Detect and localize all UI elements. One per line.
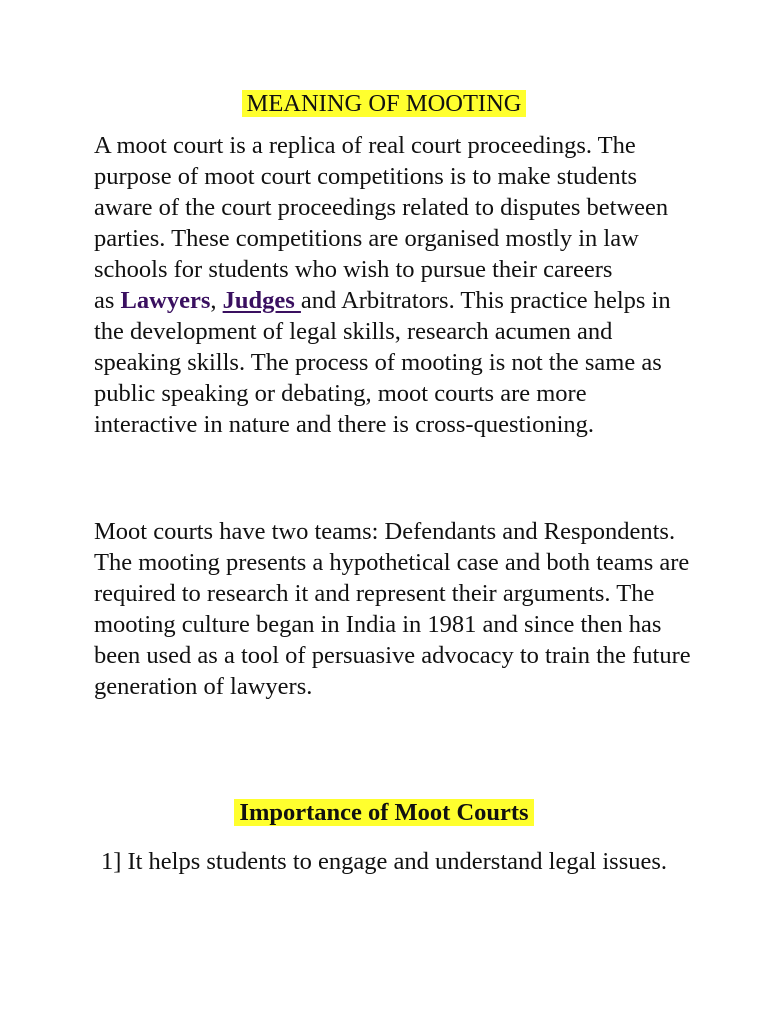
teams-paragraph: Moot courts have two teams: Defendants and Respondents. The mooting presents a hypothetical case and both teams are required to research it and represent their arguments. The mooting culture began in India in 1981 and since then has been used as a tool of persuasive advocacy to train the future generation of lawyers. [94,518,691,700]
list-item: 1] It helps students to engage and understand legal issues. [100,848,668,875]
judges-link[interactable]: Judges [222,287,301,314]
intro-text: A moot court is a replica of real court proceedings. The purpose of moot court competitions is to make students aware of the court proceedings related to disputes between parties. These competitions are organised mostly in law schools for students who wish to pursue their careers [94,132,669,283]
rest-text: and Arbitrators. This practice helps in the development of legal skills, research acumen and speaking skills. The process of mooting is not the same as public speaking or debating, moot courts are more interactive in nature and there is cross-questioning. [94,287,671,438]
section-heading [0,88,768,120]
lawyers-link[interactable]: Lawyers [120,287,211,314]
intro-paragraph [94,130,694,440]
subheading-highlight: Importance of Moot Courts [234,799,533,826]
importance-heading [0,797,768,829]
comma-text: , [210,287,217,314]
as-text: as [94,287,115,314]
heading-highlight: MEANING OF MOOTING [242,90,527,117]
